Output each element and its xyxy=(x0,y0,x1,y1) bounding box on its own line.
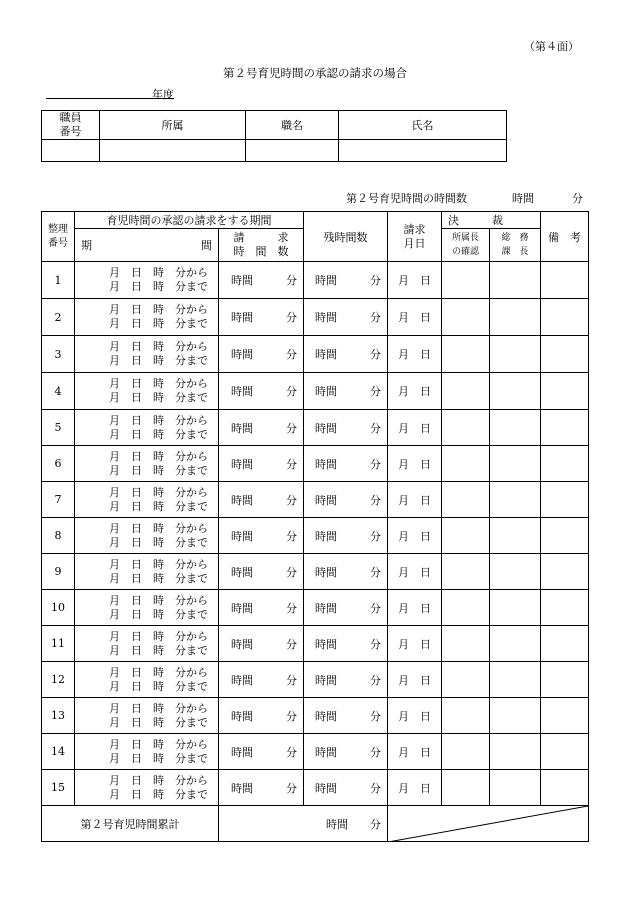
period-cell[interactable] xyxy=(75,482,219,518)
period-to: 月 日 時 分まで xyxy=(109,787,208,801)
hours-summary-minutes-unit: 分 xyxy=(572,192,583,205)
period-cell[interactable] xyxy=(75,734,219,770)
approval-general-affairs-cell[interactable] xyxy=(490,518,541,554)
staff-number-header: 職員 番号 xyxy=(42,111,100,140)
header-period xyxy=(75,229,219,262)
remarks-cell[interactable] xyxy=(541,373,589,410)
request-date-cell[interactable]: 月 日 xyxy=(388,336,442,373)
period-from: 月 日 時 分から xyxy=(109,557,208,571)
table-row xyxy=(42,518,589,554)
request-date-cell[interactable]: 月 日 xyxy=(388,662,442,698)
remaining-hours-cell[interactable]: 時間 分 xyxy=(304,662,388,698)
request-date-cell[interactable]: 月 日 xyxy=(388,734,442,770)
period-from: 月 日 時 分から xyxy=(109,340,208,353)
period-to: 月 日 時 分まで xyxy=(109,354,208,367)
period-cell[interactable] xyxy=(75,554,219,590)
approval-section-chief-cell[interactable] xyxy=(442,770,490,806)
period-to: 月 日 時 分まで xyxy=(109,679,208,693)
approval-section-chief-cell[interactable] xyxy=(442,734,490,770)
header-period-group: 育児時間の承認の請求をする期間 xyxy=(75,212,304,229)
name-field[interactable] xyxy=(339,140,507,162)
header-requested-hours-bottom: 時 間 数 xyxy=(233,245,289,258)
period-from: 月 日 時 分から xyxy=(109,413,208,427)
period-to: 月 日 時 分まで xyxy=(109,607,208,621)
remarks-cell[interactable] xyxy=(541,482,589,518)
table-row xyxy=(42,446,589,482)
period-cell[interactable] xyxy=(75,698,219,734)
approval-section-chief-cell[interactable] xyxy=(442,410,490,446)
period-from: 月 日 時 分から xyxy=(109,449,208,463)
request-date-cell[interactable]: 月 日 xyxy=(388,410,442,446)
table-row xyxy=(42,770,589,806)
total-label: 第２号育児時間累計 xyxy=(42,806,219,842)
table-row xyxy=(42,262,589,299)
approval-general-affairs-cell[interactable] xyxy=(490,299,541,336)
name-header: 氏名 xyxy=(339,111,507,140)
requested-hours-cell[interactable]: 時間 分 xyxy=(219,770,304,806)
table-row xyxy=(42,410,589,446)
period-to: 月 日 時 分まで xyxy=(109,643,208,657)
request-date-cell[interactable]: 月 日 xyxy=(388,554,442,590)
period-cell[interactable] xyxy=(75,626,219,662)
remarks-cell[interactable] xyxy=(541,554,589,590)
total-value[interactable]: 時間 分 xyxy=(219,806,388,842)
period-cell[interactable] xyxy=(75,662,219,698)
remaining-hours-cell[interactable]: 時間 分 xyxy=(304,698,388,734)
remarks-cell[interactable] xyxy=(541,299,589,336)
row-number: 11 xyxy=(42,626,75,662)
approval-section-chief-cell[interactable] xyxy=(442,373,490,410)
period-from: 月 日 時 分から xyxy=(109,773,208,787)
header-remaining-hours: 残時間数 xyxy=(304,212,388,262)
period-cell[interactable] xyxy=(75,336,219,373)
remarks-cell[interactable] xyxy=(541,626,589,662)
remaining-hours-cell[interactable]: 時間 分 xyxy=(304,299,388,336)
hours-summary xyxy=(346,190,583,206)
table-row xyxy=(42,299,589,336)
header-request-date: 請求 月日 xyxy=(388,212,442,262)
remaining-hours-cell[interactable]: 時間 分 xyxy=(304,373,388,410)
approval-general-affairs-cell[interactable] xyxy=(490,770,541,806)
job-title-header: 職名 xyxy=(246,111,339,140)
requested-hours-cell[interactable]: 時間 分 xyxy=(219,262,304,299)
period-cell[interactable] xyxy=(75,262,219,299)
requested-hours-cell[interactable]: 時間 分 xyxy=(219,336,304,373)
remarks-cell[interactable] xyxy=(541,698,589,734)
request-date-cell[interactable]: 月 日 xyxy=(388,299,442,336)
period-cell[interactable] xyxy=(75,770,219,806)
period-from: 月 日 時 分から xyxy=(109,665,208,679)
remaining-hours-cell[interactable]: 時間 分 xyxy=(304,554,388,590)
remaining-hours-cell[interactable]: 時間 分 xyxy=(304,410,388,446)
requested-hours-cell[interactable]: 時間 分 xyxy=(219,446,304,482)
approval-general-affairs-cell[interactable] xyxy=(490,662,541,698)
remarks-cell[interactable] xyxy=(541,518,589,554)
period-cell[interactable] xyxy=(75,299,219,336)
approval-section-chief-cell[interactable] xyxy=(442,698,490,734)
approval-section-chief-cell[interactable] xyxy=(442,626,490,662)
requested-hours-cell[interactable]: 時間 分 xyxy=(219,698,304,734)
remarks-cell[interactable] xyxy=(541,262,589,299)
hours-summary-label: 第２号育児時間の時間数 xyxy=(346,192,467,205)
header-period-right: 間 xyxy=(201,239,212,252)
remaining-hours-cell[interactable]: 時間 分 xyxy=(304,518,388,554)
header-number: 整理 番号 xyxy=(42,212,75,262)
period-from: 月 日 時 分から xyxy=(109,593,208,607)
remarks-cell[interactable] xyxy=(541,662,589,698)
period-cell[interactable] xyxy=(75,373,219,410)
job-title-field[interactable] xyxy=(246,140,339,162)
requested-hours-cell[interactable]: 時間 分 xyxy=(219,410,304,446)
approval-section-chief-cell[interactable] xyxy=(442,336,490,373)
period-cell[interactable] xyxy=(75,410,219,446)
period-to: 月 日 時 分まで xyxy=(109,427,208,441)
total-diagonal-cell xyxy=(388,806,589,842)
approval-general-affairs-cell[interactable] xyxy=(490,698,541,734)
remaining-hours-cell[interactable]: 時間 分 xyxy=(304,446,388,482)
table-row xyxy=(42,626,589,662)
remaining-hours-cell[interactable]: 時間 分 xyxy=(304,734,388,770)
period-from: 月 日 時 分から xyxy=(109,701,208,715)
remaining-hours-cell[interactable]: 時間 分 xyxy=(304,590,388,626)
remaining-hours-cell[interactable]: 時間 分 xyxy=(304,262,388,299)
row-number: 4 xyxy=(42,373,75,410)
approval-section-chief-cell[interactable] xyxy=(442,482,490,518)
row-number: 3 xyxy=(42,336,75,373)
approval-general-affairs-cell[interactable] xyxy=(490,446,541,482)
remarks-cell[interactable] xyxy=(541,336,589,373)
table-row xyxy=(42,373,589,410)
approval-general-affairs-cell[interactable] xyxy=(490,590,541,626)
request-date-cell[interactable]: 月 日 xyxy=(388,373,442,410)
request-date-cell[interactable]: 月 日 xyxy=(388,482,442,518)
approval-section-chief-cell[interactable] xyxy=(442,446,490,482)
period-from: 月 日 時 分から xyxy=(109,629,208,643)
header-requested-hours-top: 請 求 xyxy=(233,231,289,244)
period-to: 月 日 時 分まで xyxy=(109,280,208,293)
header-period-left: 期 xyxy=(81,239,92,252)
approval-general-affairs-cell[interactable] xyxy=(490,410,541,446)
requested-hours-cell[interactable]: 時間 分 xyxy=(219,554,304,590)
table-row xyxy=(42,590,589,626)
row-number: 15 xyxy=(42,770,75,806)
page-number: （第４面） xyxy=(524,40,579,53)
request-date-cell[interactable]: 月 日 xyxy=(388,590,442,626)
requested-hours-cell[interactable]: 時間 分 xyxy=(219,662,304,698)
row-number: 13 xyxy=(42,698,75,734)
table-row xyxy=(42,336,589,373)
period-to: 月 日 時 分まで xyxy=(109,715,208,729)
requested-hours-cell[interactable]: 時間 分 xyxy=(219,482,304,518)
remaining-hours-cell[interactable]: 時間 分 xyxy=(304,770,388,806)
remarks-cell[interactable] xyxy=(541,590,589,626)
period-to: 月 日 時 分まで xyxy=(109,317,208,330)
period-from: 月 日 時 分から xyxy=(109,485,208,499)
period-cell[interactable] xyxy=(75,446,219,482)
row-number: 8 xyxy=(42,518,75,554)
page-title: 第２号育児時間の承認の請求の場合 xyxy=(223,66,407,80)
childcare-time-table xyxy=(41,211,589,842)
requested-hours-cell[interactable]: 時間 分 xyxy=(219,734,304,770)
diagonal-line xyxy=(388,806,588,842)
affiliation-field[interactable] xyxy=(100,140,246,162)
row-number: 14 xyxy=(42,734,75,770)
requested-hours-cell[interactable]: 時間 分 xyxy=(219,299,304,336)
period-from: 月 日 時 分から xyxy=(109,266,208,279)
approval-section-chief-cell[interactable] xyxy=(442,590,490,626)
request-date-cell[interactable]: 月 日 xyxy=(388,626,442,662)
approval-general-affairs-cell[interactable] xyxy=(490,482,541,518)
header-remarks: 備 考 xyxy=(541,212,589,262)
year-label: 年度 xyxy=(152,88,174,101)
approval-general-affairs-cell[interactable] xyxy=(490,626,541,662)
requested-hours-cell[interactable]: 時間 分 xyxy=(219,518,304,554)
period-to: 月 日 時 分まで xyxy=(109,463,208,477)
row-number: 2 xyxy=(42,299,75,336)
table-row xyxy=(42,662,589,698)
remarks-cell[interactable] xyxy=(541,410,589,446)
row-number: 10 xyxy=(42,590,75,626)
table-row xyxy=(42,554,589,590)
affiliation-header: 所属 xyxy=(100,111,246,140)
remaining-hours-cell[interactable]: 時間 分 xyxy=(304,626,388,662)
remarks-cell[interactable] xyxy=(541,734,589,770)
period-to: 月 日 時 分まで xyxy=(109,571,208,585)
header-approval: 決 裁 xyxy=(442,212,541,229)
approval-section-chief-cell[interactable] xyxy=(442,662,490,698)
requested-hours-cell[interactable]: 時間 分 xyxy=(219,373,304,410)
remaining-hours-cell[interactable]: 時間 分 xyxy=(304,482,388,518)
period-from: 月 日 時 分から xyxy=(109,303,208,316)
staff-number-field[interactable] xyxy=(42,140,100,162)
table-row xyxy=(42,482,589,518)
approval-general-affairs-cell[interactable] xyxy=(490,554,541,590)
period-cell[interactable] xyxy=(75,590,219,626)
approval-section-chief-cell[interactable] xyxy=(442,262,490,299)
approval-general-affairs-cell[interactable] xyxy=(490,262,541,299)
row-number: 7 xyxy=(42,482,75,518)
period-to: 月 日 時 分まで xyxy=(109,391,208,404)
period-cell[interactable] xyxy=(75,518,219,554)
period-from: 月 日 時 分から xyxy=(109,737,208,751)
row-number: 1 xyxy=(42,262,75,299)
remaining-hours-cell[interactable]: 時間 分 xyxy=(304,336,388,373)
hours-summary-hours-unit: 時間 xyxy=(512,192,534,205)
remarks-cell[interactable] xyxy=(541,446,589,482)
request-date-cell[interactable]: 月 日 xyxy=(388,446,442,482)
staff-info-table xyxy=(41,110,507,162)
header-requested-hours xyxy=(219,229,304,262)
request-date-cell[interactable]: 月 日 xyxy=(388,698,442,734)
approval-section-chief-cell[interactable] xyxy=(442,299,490,336)
period-from: 月 日 時 分から xyxy=(109,377,208,390)
period-to: 月 日 時 分まで xyxy=(109,499,208,513)
row-number: 6 xyxy=(42,446,75,482)
period-to: 月 日 時 分まで xyxy=(109,751,208,765)
requested-hours-cell[interactable]: 時間 分 xyxy=(219,626,304,662)
header-approval-section-chief: 所属長 の確認 xyxy=(442,229,490,262)
period-to: 月 日 時 分まで xyxy=(109,535,208,549)
header-approval-general-affairs: 総 務 課 長 xyxy=(490,229,541,262)
request-date-cell[interactable]: 月 日 xyxy=(388,518,442,554)
approval-general-affairs-cell[interactable] xyxy=(490,373,541,410)
requested-hours-cell[interactable]: 時間 分 xyxy=(219,590,304,626)
approval-general-affairs-cell[interactable] xyxy=(490,336,541,373)
period-from: 月 日 時 分から xyxy=(109,521,208,535)
row-number: 5 xyxy=(42,410,75,446)
row-number: 9 xyxy=(42,554,75,590)
row-number: 12 xyxy=(42,662,75,698)
table-row xyxy=(42,734,589,770)
approval-section-chief-cell[interactable] xyxy=(442,518,490,554)
table-row xyxy=(42,698,589,734)
approval-section-chief-cell[interactable] xyxy=(442,554,490,590)
approval-general-affairs-cell[interactable] xyxy=(490,734,541,770)
request-date-cell[interactable]: 月 日 xyxy=(388,262,442,299)
request-date-cell[interactable]: 月 日 xyxy=(388,770,442,806)
remarks-cell[interactable] xyxy=(541,770,589,806)
